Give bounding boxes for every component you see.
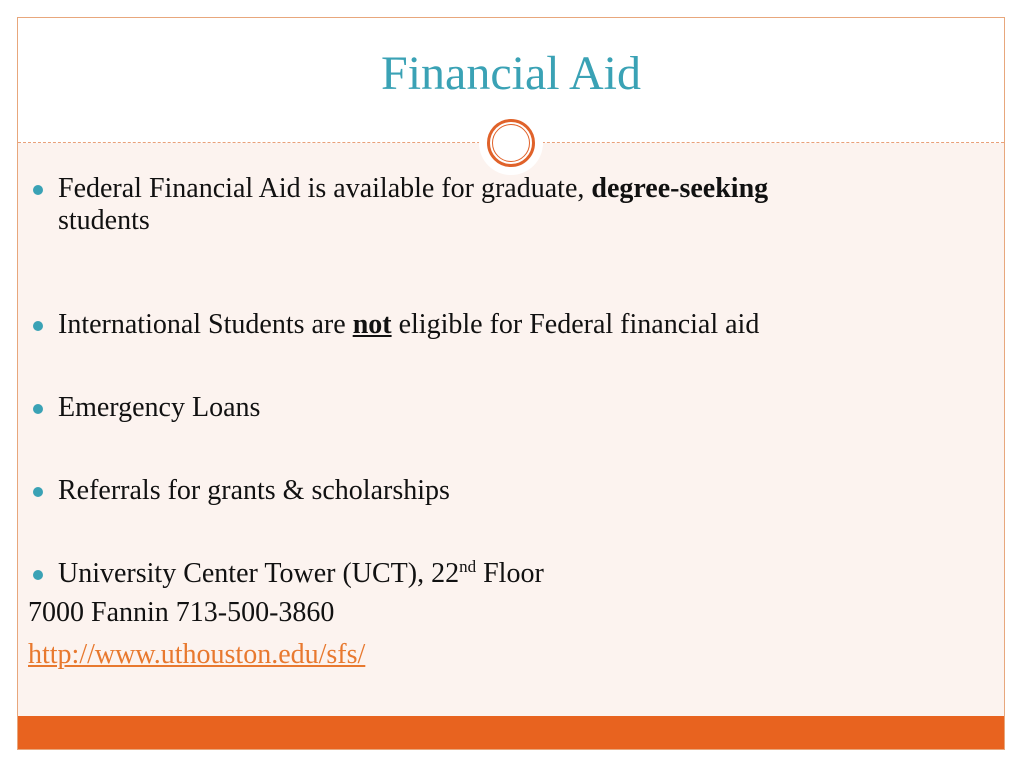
bullet-text: International Students are — [58, 309, 353, 340]
bullet-text-end: Floor — [476, 558, 544, 589]
address-text: 7000 Fannin 713-500-3860 — [28, 597, 335, 628]
circle-ornament-inner — [492, 124, 530, 162]
slide-title: Financial Aid — [381, 47, 641, 100]
bullet-item — [28, 392, 998, 424]
bullet-text-end: eligible for Federal financial aid — [391, 309, 760, 340]
bullet-icon — [33, 487, 43, 497]
bullet-text: Emergency Loans — [58, 392, 261, 423]
bullet-item — [28, 558, 998, 590]
superscript-text: nd — [459, 557, 477, 576]
bullet-text: Referrals for grants & scholarships — [58, 475, 450, 506]
bullet-text: Federal Financial Aid is available for graduate, — [58, 173, 592, 204]
bullet-item — [28, 475, 998, 507]
bullet-item — [28, 173, 998, 237]
bullet-item — [28, 309, 998, 341]
bullet-icon — [33, 321, 43, 331]
bullet-icon — [33, 185, 43, 195]
website-link[interactable]: http://www.uthouston.edu/sfs/ — [28, 639, 366, 670]
bullet-emphasis-text: not — [352, 309, 392, 340]
bullet-bold-text: degree-seeking — [591, 173, 769, 204]
bullet-text-line2: students — [58, 205, 150, 236]
website-line — [28, 639, 365, 671]
footer-bar — [18, 716, 1004, 749]
bullet-text: University Center Tower (UCT), 22 — [58, 558, 460, 589]
bullet-icon — [33, 404, 43, 414]
bullet-icon — [33, 570, 43, 580]
